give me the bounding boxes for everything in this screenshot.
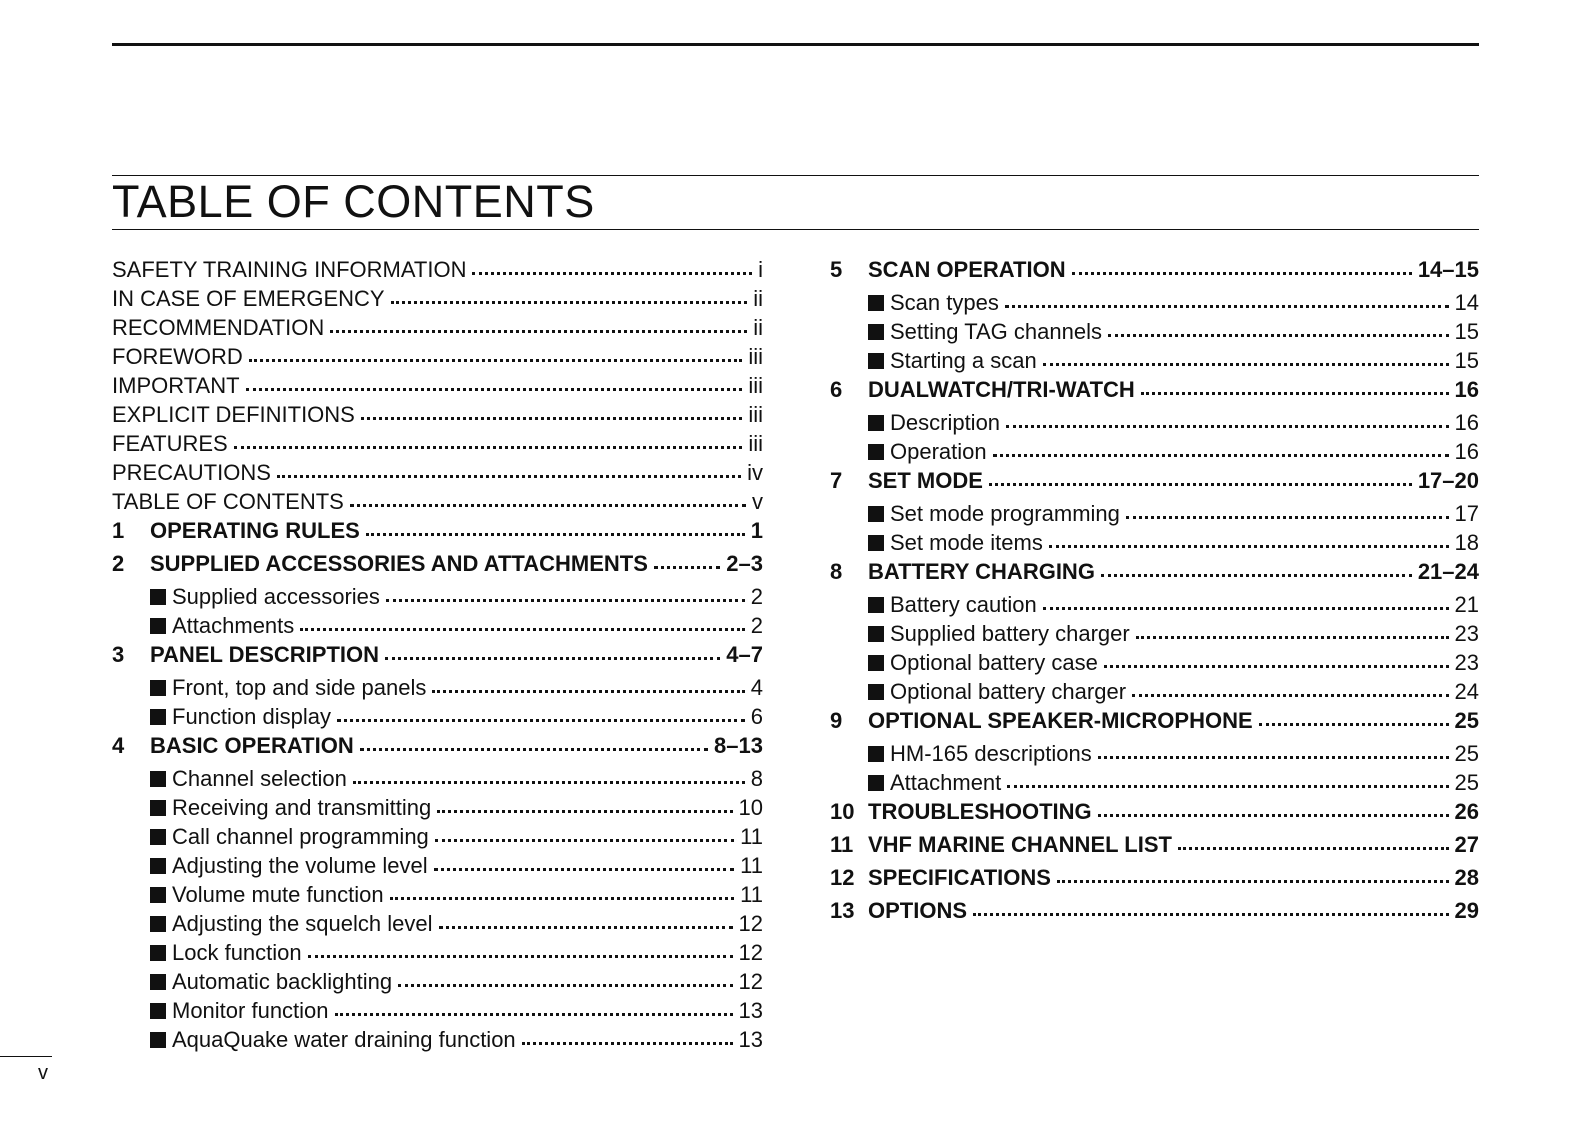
entry-page-number: 11 (740, 853, 763, 878)
dot-leader (361, 395, 742, 420)
dot-leader (973, 891, 1449, 916)
toc-entry[interactable] (112, 761, 763, 790)
entry-label: Front, top and side panels (172, 675, 427, 700)
toc-entry[interactable] (112, 368, 763, 397)
entry-label: Scan types (890, 290, 999, 315)
dot-leader (234, 424, 743, 449)
square-bullet-icon (868, 295, 884, 311)
entry-label: DUALWATCH/TRI-WATCH (868, 377, 1135, 402)
entry-page-number: 4 (750, 675, 763, 700)
entry-label: AquaQuake water draining function (172, 1027, 516, 1052)
entry-page-number: 16 (1454, 439, 1479, 464)
entry-page-number: iii (748, 431, 763, 456)
dot-leader (472, 250, 752, 275)
entry-label: Supplied battery charger (890, 621, 1130, 646)
toc-entry[interactable] (112, 699, 763, 728)
entry-page-number: 12 (738, 969, 763, 994)
entry-page-number: 29 (1454, 898, 1479, 923)
toc-entry[interactable] (112, 546, 763, 579)
dot-leader (434, 846, 735, 871)
toc-entry[interactable] (112, 1022, 763, 1051)
toc-entry[interactable] (830, 827, 1479, 860)
entry-page-number: 28 (1454, 865, 1479, 890)
dot-leader (654, 544, 720, 569)
dot-leader (249, 337, 743, 362)
entry-label: TABLE OF CONTENTS (112, 489, 344, 514)
entry-page-number: 11 (740, 824, 763, 849)
entry-page-number: i (758, 257, 763, 282)
toc-entry[interactable] (830, 794, 1479, 827)
entry-page-number: iii (748, 402, 763, 427)
entry-label: BASIC OPERATION (150, 733, 354, 758)
entry-label: Set mode programming (890, 501, 1120, 526)
entry-label: Description (890, 410, 1001, 435)
square-bullet-icon (150, 974, 166, 990)
square-bullet-icon (150, 945, 166, 961)
dot-leader (308, 933, 733, 958)
toc-entry[interactable] (112, 339, 763, 368)
dot-leader (1126, 494, 1449, 519)
dot-leader (435, 817, 734, 842)
toc-entry[interactable] (830, 252, 1479, 285)
entry-page-number: 13 (738, 1027, 763, 1052)
dot-leader (337, 697, 745, 722)
entry-label: Volume mute function (172, 882, 384, 907)
toc-left-column (112, 252, 763, 1051)
dot-leader (1259, 701, 1449, 726)
entry-page-number: iii (748, 373, 763, 398)
section-number: 10 (830, 799, 855, 824)
square-bullet-icon (150, 800, 166, 816)
toc-entry[interactable] (830, 736, 1479, 765)
entry-page-number: 16 (1454, 377, 1479, 402)
entry-page-number: 4–7 (726, 642, 763, 667)
toc-entry[interactable] (112, 964, 763, 993)
entry-page-number: 14 (1454, 290, 1479, 315)
toc-entry[interactable] (830, 587, 1479, 616)
square-bullet-icon (868, 655, 884, 671)
entry-page-number: 21 (1454, 592, 1479, 617)
top-divider (112, 43, 1479, 46)
square-bullet-icon (150, 858, 166, 874)
toc-entry[interactable] (112, 637, 763, 670)
entry-label: RECOMMENDATION (112, 315, 325, 340)
entry-page-number: 13 (738, 998, 763, 1023)
entry-label: Supplied accessories (172, 584, 380, 609)
entry-label: SPECIFICATIONS (868, 865, 1051, 890)
entry-label: IN CASE OF EMERGENCY (112, 286, 385, 311)
dot-leader (246, 366, 743, 391)
square-bullet-icon (868, 626, 884, 642)
entry-page-number: iv (747, 460, 763, 485)
dot-leader (360, 726, 708, 751)
dot-leader (1098, 792, 1449, 817)
entry-page-number: 23 (1454, 650, 1479, 675)
square-bullet-icon (150, 1032, 166, 1048)
section-number: 8 (830, 559, 843, 584)
square-bullet-icon (150, 618, 166, 634)
dot-leader (385, 635, 720, 660)
entry-label: Operation (890, 439, 987, 464)
entry-label: Setting TAG channels (890, 319, 1102, 344)
entry-label: FOREWORD (112, 344, 243, 369)
square-bullet-icon (868, 535, 884, 551)
toc-entry[interactable] (112, 579, 763, 608)
toc-entry[interactable] (830, 285, 1479, 314)
dot-leader (391, 279, 748, 304)
toc-entry[interactable] (830, 343, 1479, 372)
entry-label: Monitor function (172, 998, 329, 1023)
dot-leader (350, 482, 746, 507)
entry-page-number: 15 (1454, 348, 1479, 373)
toc-entry[interactable] (112, 935, 763, 964)
toc-entry[interactable] (830, 463, 1479, 496)
square-bullet-icon (150, 709, 166, 725)
toc-entry[interactable] (112, 426, 763, 455)
entry-label: Optional battery charger (890, 679, 1127, 704)
square-bullet-icon (868, 684, 884, 700)
toc-entry[interactable] (112, 790, 763, 819)
toc-entry[interactable] (112, 310, 763, 339)
toc-entry[interactable] (112, 608, 763, 637)
entry-page-number: 14–15 (1417, 257, 1479, 282)
entry-page-number: 2–3 (726, 551, 763, 576)
square-bullet-icon (868, 353, 884, 369)
entry-label: EXPLICIT DEFINITIONS (112, 402, 355, 427)
section-number: 5 (830, 257, 843, 282)
entry-label: Starting a scan (890, 348, 1037, 373)
square-bullet-icon (868, 597, 884, 613)
entry-label: Battery caution (890, 592, 1037, 617)
square-bullet-icon (868, 506, 884, 522)
dot-leader (437, 788, 732, 813)
dot-leader (522, 1020, 733, 1045)
toc-entry[interactable] (112, 728, 763, 761)
entry-page-number: 26 (1454, 799, 1479, 824)
entry-page-number: 8–13 (714, 733, 763, 758)
toc-entry[interactable] (830, 496, 1479, 525)
toc-entry[interactable] (112, 281, 763, 310)
entry-label: PANEL DESCRIPTION (150, 642, 379, 667)
toc-entry[interactable] (830, 765, 1479, 794)
toc-entry[interactable] (112, 397, 763, 426)
entry-label: FEATURES (112, 431, 228, 456)
square-bullet-icon (150, 1003, 166, 1019)
entry-page-number: 12 (738, 940, 763, 965)
dot-leader (300, 606, 744, 631)
dot-leader (1057, 858, 1449, 883)
dot-leader (386, 577, 745, 602)
page-number-divider (0, 1056, 52, 1057)
dot-leader (335, 991, 733, 1016)
square-bullet-icon (150, 589, 166, 605)
title-divider-bottom (112, 229, 1479, 230)
toc-entry[interactable] (112, 819, 763, 848)
square-bullet-icon (868, 746, 884, 762)
square-bullet-icon (868, 415, 884, 431)
entry-label: Optional battery case (890, 650, 1098, 675)
toc-entry[interactable] (112, 906, 763, 935)
square-bullet-icon (150, 829, 166, 845)
toc-entry[interactable] (830, 314, 1479, 343)
toc-entry[interactable] (830, 703, 1479, 736)
section-number: 1 (112, 518, 125, 543)
entry-label: Attachments (172, 613, 295, 638)
dot-leader (1132, 672, 1448, 697)
section-number: 11 (830, 832, 854, 857)
entry-page-number: 2 (750, 613, 763, 638)
toc-entry[interactable] (112, 993, 763, 1022)
toc-entry[interactable] (112, 848, 763, 877)
dot-leader (353, 759, 745, 784)
entry-label: SET MODE (868, 468, 983, 493)
entry-page-number: 23 (1454, 621, 1479, 646)
square-bullet-icon (868, 324, 884, 340)
toc-entry[interactable] (830, 893, 1479, 926)
entry-label: TROUBLESHOOTING (868, 799, 1092, 824)
section-number: 7 (830, 468, 843, 493)
dot-leader (1007, 763, 1448, 788)
toc-entry[interactable] (112, 670, 763, 699)
toc-entry[interactable] (830, 674, 1479, 703)
square-bullet-icon (150, 887, 166, 903)
entry-page-number: 17 (1454, 501, 1479, 526)
dot-leader (1178, 825, 1449, 850)
entry-page-number: 25 (1454, 741, 1479, 766)
square-bullet-icon (868, 444, 884, 460)
entry-label: OPTIONAL SPEAKER-MICROPHONE (868, 708, 1253, 733)
entry-label: VHF MARINE CHANNEL LIST (868, 832, 1172, 857)
section-number: 9 (830, 708, 843, 733)
entry-label: Receiving and transmitting (172, 795, 432, 820)
toc-entry[interactable] (830, 434, 1479, 463)
entry-label: OPERATING RULES (150, 518, 360, 543)
entry-page-number: 17–20 (1417, 468, 1479, 493)
toc-entry[interactable] (830, 860, 1479, 893)
page-title: TABLE OF CONTENTS (112, 176, 595, 227)
entry-page-number: 21–24 (1417, 559, 1479, 584)
dot-leader (989, 461, 1412, 486)
entry-label: SUPPLIED ACCESSORIES AND ATTACHMENTS (150, 551, 648, 576)
dot-leader (1108, 312, 1449, 337)
dot-leader (432, 668, 744, 693)
entry-page-number: iii (748, 344, 763, 369)
entry-page-number: ii (753, 315, 763, 340)
entry-label: Automatic backlighting (172, 969, 393, 994)
dot-leader (330, 308, 747, 333)
dot-leader (1098, 734, 1449, 759)
entry-label: Function display (172, 704, 331, 729)
entry-page-number: 10 (738, 795, 763, 820)
entry-page-number: ii (753, 286, 763, 311)
toc-entry[interactable] (830, 645, 1479, 674)
dot-leader (277, 453, 741, 478)
square-bullet-icon (150, 771, 166, 787)
entry-label: Attachment (890, 770, 1002, 795)
section-number: 3 (112, 642, 125, 667)
toc-entry[interactable] (830, 372, 1479, 405)
section-number: 4 (112, 733, 125, 758)
toc-entry[interactable] (830, 405, 1479, 434)
entry-page-number: 18 (1454, 530, 1479, 555)
dot-leader (1006, 403, 1448, 428)
entry-label: Adjusting the volume level (172, 853, 428, 878)
dot-leader (1049, 523, 1449, 548)
entry-page-number: 1 (750, 518, 763, 543)
entry-page-number: 16 (1454, 410, 1479, 435)
entry-label: PRECAUTIONS (112, 460, 271, 485)
entry-label: SAFETY TRAINING INFORMATION (112, 257, 467, 282)
entry-label: Call channel programming (172, 824, 429, 849)
section-number: 6 (830, 377, 843, 402)
page-number: v (38, 1062, 48, 1084)
entry-page-number: 25 (1454, 708, 1479, 733)
entry-page-number: 6 (750, 704, 763, 729)
toc-entry[interactable] (112, 513, 763, 546)
toc-entry[interactable] (830, 554, 1479, 587)
entry-label: IMPORTANT (112, 373, 240, 398)
dot-leader (993, 432, 1449, 457)
entry-page-number: 11 (740, 882, 763, 907)
entry-label: HM-165 descriptions (890, 741, 1092, 766)
square-bullet-icon (868, 775, 884, 791)
dot-leader (439, 904, 733, 929)
entry-page-number: 27 (1454, 832, 1479, 857)
toc-entry[interactable] (112, 484, 763, 513)
section-number: 13 (830, 898, 855, 923)
dot-leader (1141, 370, 1449, 395)
dot-leader (1043, 341, 1449, 366)
entry-page-number: v (752, 489, 763, 514)
toc-entry[interactable] (112, 877, 763, 906)
toc-entry[interactable] (112, 455, 763, 484)
section-number: 12 (830, 865, 855, 890)
entry-page-number: 24 (1454, 679, 1479, 704)
entry-label: Adjusting the squelch level (172, 911, 433, 936)
entry-label: BATTERY CHARGING (868, 559, 1095, 584)
entry-label: Lock function (172, 940, 302, 965)
entry-page-number: 15 (1454, 319, 1479, 344)
toc-entry[interactable] (830, 525, 1479, 554)
square-bullet-icon (150, 680, 166, 696)
dot-leader (1005, 283, 1449, 308)
entry-label: OPTIONS (868, 898, 968, 923)
dot-leader (398, 962, 732, 987)
entry-page-number: 25 (1454, 770, 1479, 795)
entry-label: Set mode items (890, 530, 1043, 555)
toc-entry[interactable] (830, 616, 1479, 645)
dot-leader (1072, 250, 1412, 275)
entry-page-number: 12 (738, 911, 763, 936)
dot-leader (366, 511, 745, 536)
toc-entry[interactable] (112, 252, 763, 281)
dot-leader (1136, 614, 1449, 639)
entry-page-number: 2 (750, 584, 763, 609)
square-bullet-icon (150, 916, 166, 932)
toc-right-column (830, 252, 1479, 926)
dot-leader (1104, 643, 1449, 668)
entry-label: Channel selection (172, 766, 347, 791)
dot-leader (390, 875, 735, 900)
entry-page-number: 8 (750, 766, 763, 791)
dot-leader (1043, 585, 1449, 610)
section-number: 2 (112, 551, 125, 576)
entry-label: SCAN OPERATION (868, 257, 1066, 282)
dot-leader (1101, 552, 1412, 577)
